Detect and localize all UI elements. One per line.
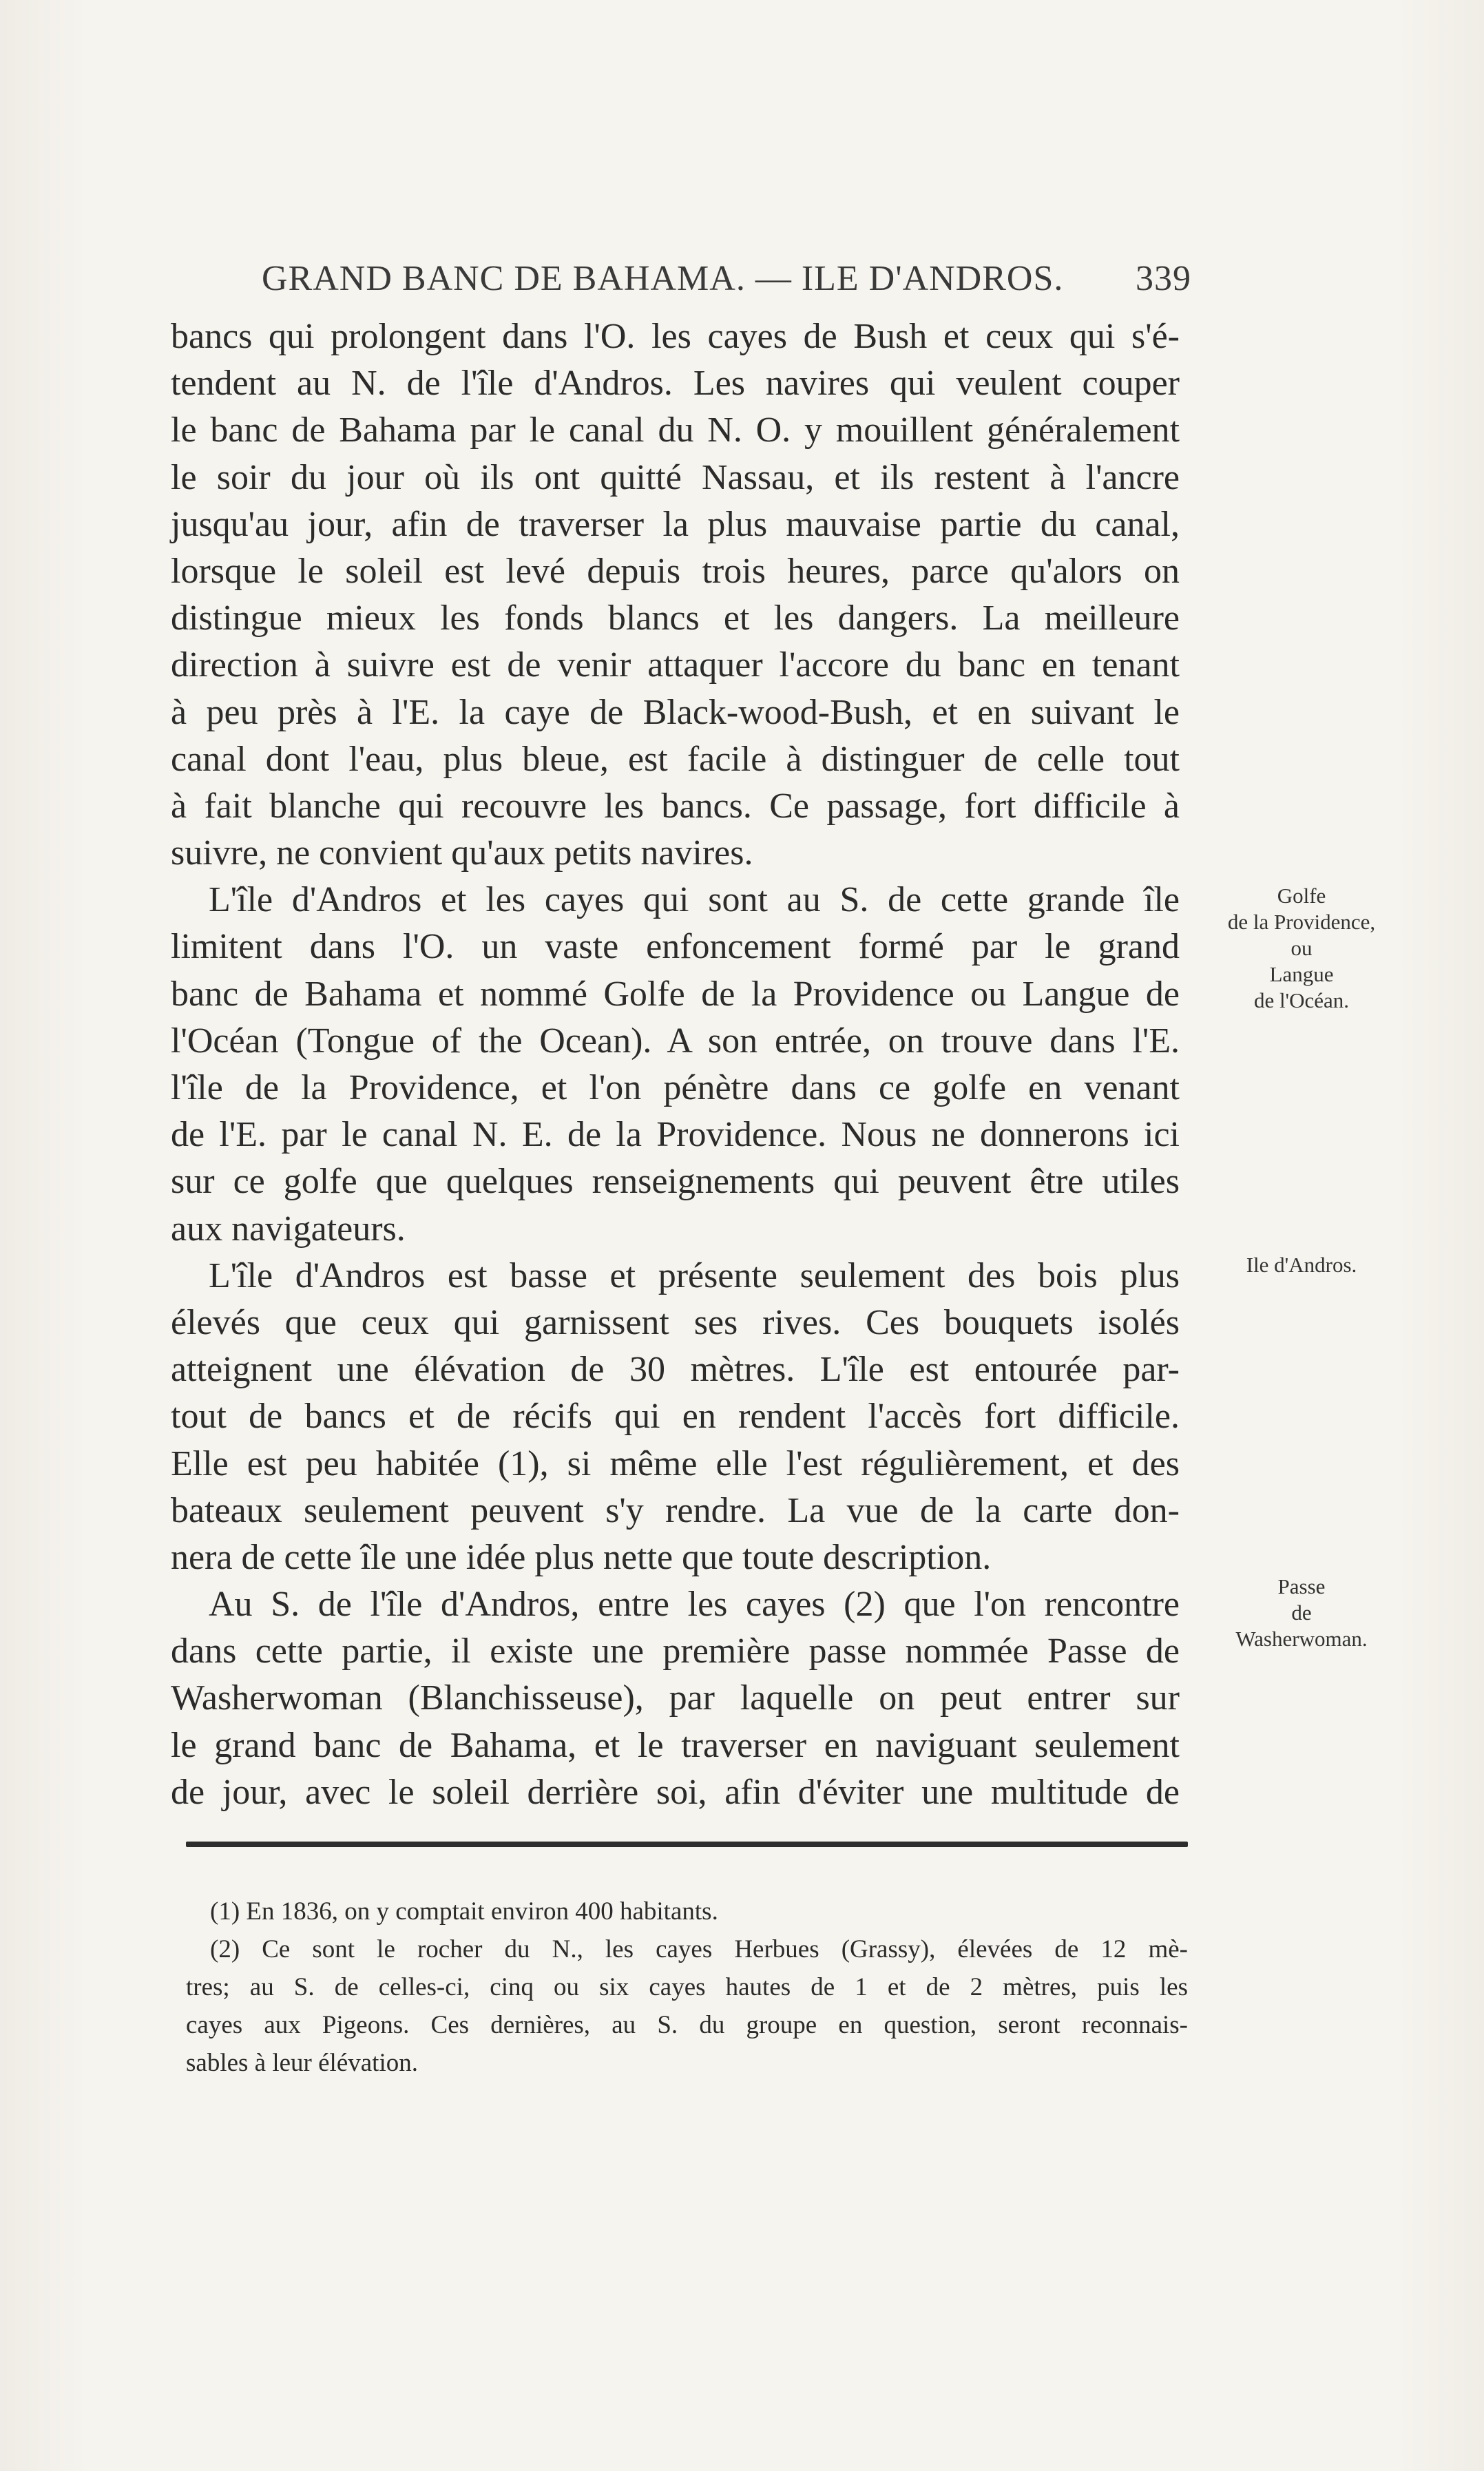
margin-note-golfe bbox=[1198, 883, 1405, 1014]
margin-note-line: Passe bbox=[1277, 1574, 1326, 1598]
text-line: l'île de la Providence, et l'on pénètre dans ce golfe en venant bbox=[171, 1068, 1180, 1107]
text-line: Au S. de l'île d'Andros, entre les cayes (2) que l'on rencontre bbox=[209, 1585, 1180, 1625]
footnote-rule bbox=[186, 1842, 1188, 1847]
margin-note-line: de bbox=[1291, 1601, 1312, 1625]
text-line: le banc de Bahama par le canal du N. O. y mouillent généralement bbox=[171, 410, 1180, 450]
text-line: bancs qui prolongent dans l'O. les cayes de Bush et ceux qui s'é- bbox=[171, 317, 1180, 356]
text-line: direction à suivre est de venir attaquer l'accore du banc en tenant bbox=[171, 645, 1180, 685]
text-line: L'île d'Andros est basse et présente seulement des bois plus bbox=[209, 1255, 1180, 1295]
margin-note-andros bbox=[1198, 1252, 1405, 1278]
text-line: canal dont l'eau, plus bleue, est facile à distinguer de celle tout bbox=[171, 739, 1180, 779]
footnote-line: tres; au S. de celles-ci, cinq ou six cayes hautes de 1 et de 2 mètres, puis les bbox=[186, 1973, 1188, 2001]
text-line: de jour, avec le soleil derrière soi, afin d'éviter une multitude de bbox=[171, 1772, 1180, 1812]
margin-note-passe bbox=[1198, 1574, 1405, 1652]
text-line: aux navigateurs. bbox=[171, 1209, 406, 1249]
text-line: jusqu'au jour, afin de traverser la plus mauvaise partie du canal, bbox=[171, 504, 1180, 544]
text-line: L'île d'Andros et les cayes qui sont au S. de cette grande île bbox=[209, 880, 1180, 920]
margin-note-line: ou bbox=[1290, 936, 1313, 960]
running-head-title: GRAND BANC DE BAHAMA. — ILE D'ANDROS. bbox=[262, 259, 1064, 298]
text-line: le soir du jour où ils ont quitté Nassau, et ils restent à l'ancre bbox=[171, 457, 1180, 497]
margin-note-line: Langue bbox=[1269, 962, 1334, 986]
margin-note-line: Ile d'Andros. bbox=[1246, 1253, 1357, 1277]
text-line: lorsque le soleil est levé depuis trois heures, parce qu'alors on bbox=[171, 551, 1180, 591]
text-line: Washerwoman (Blanchisseuse), par laquelle on peut entrer sur bbox=[171, 1678, 1180, 1718]
text-line: nera de cette île une idée plus nette que toute description. bbox=[171, 1537, 992, 1577]
text-line: banc de Bahama et nommé Golfe de la Providence ou Langue de bbox=[171, 974, 1180, 1014]
text-line: bateaux seulement peuvent s'y rendre. La vue de la carte don- bbox=[171, 1490, 1180, 1530]
footnotes bbox=[186, 1893, 1188, 2082]
text-line: distingue mieux les fonds blancs et les dangers. La meilleure bbox=[171, 598, 1180, 638]
text-line: élevés que ceux qui garnissent ses rives. Ces bouquets isolés bbox=[171, 1302, 1180, 1342]
text-line: à fait blanche qui recouvre les bancs. Ce passage, fort difficile à bbox=[171, 786, 1180, 826]
footnote-line: cayes aux Pigeons. Ces dernières, au S. du groupe en question, seront reconnais- bbox=[186, 2011, 1188, 2039]
text-line: tendent au N. de l'île d'Andros. Les navires qui veulent couper bbox=[171, 364, 1180, 404]
text-line: limitent dans l'O. un vaste enfoncement formé par le grand bbox=[171, 927, 1180, 967]
text-line: l'Océan (Tongue of the Ocean). A son entrée, on trouve dans l'E. bbox=[171, 1021, 1180, 1061]
text-line: tout de bancs et de récifs qui en rendent l'accès fort difficile. bbox=[171, 1397, 1180, 1437]
text-line: suivre, ne convient qu'aux petits navires. bbox=[171, 833, 753, 873]
margin-note-line: Washerwoman. bbox=[1235, 1627, 1368, 1651]
text-line: le grand banc de Bahama, et le traverser en naviguant seulement bbox=[171, 1725, 1180, 1765]
body-text bbox=[171, 313, 1180, 1816]
footnote-line: sables à leur élévation. bbox=[186, 2049, 418, 2077]
margin-note-line: de la Providence, bbox=[1227, 910, 1376, 934]
margin-note-line: Golfe bbox=[1277, 884, 1326, 908]
margin-note-line: de l'Océan. bbox=[1253, 988, 1350, 1012]
footnote-line: (1) En 1836, on y comptait environ 400 habitants. bbox=[210, 1897, 718, 1926]
text-line: à peu près à l'E. la caye de Black-wood-Bush, et en suivant le bbox=[171, 692, 1180, 732]
text-line: dans cette partie, il existe une première passe nommée Passe de bbox=[171, 1631, 1180, 1671]
page-number: 339 bbox=[1136, 259, 1191, 298]
text-line: atteignent une élévation de 30 mètres. L'île est entourée par- bbox=[171, 1350, 1180, 1390]
running-head bbox=[262, 258, 1191, 306]
text-line: de l'E. par le canal N. E. de la Providence. Nous ne donnerons ici bbox=[171, 1115, 1180, 1155]
text-line: Elle est peu habitée (1), si même elle l'est régulièrement, et des bbox=[171, 1443, 1180, 1483]
text-line: sur ce golfe que quelques renseignements qui peuvent être utiles bbox=[171, 1162, 1180, 1202]
footnote-line: (2) Ce sont le rocher du N., les cayes Herbues (Grassy), élevées de 12 mè- bbox=[210, 1935, 1188, 1963]
